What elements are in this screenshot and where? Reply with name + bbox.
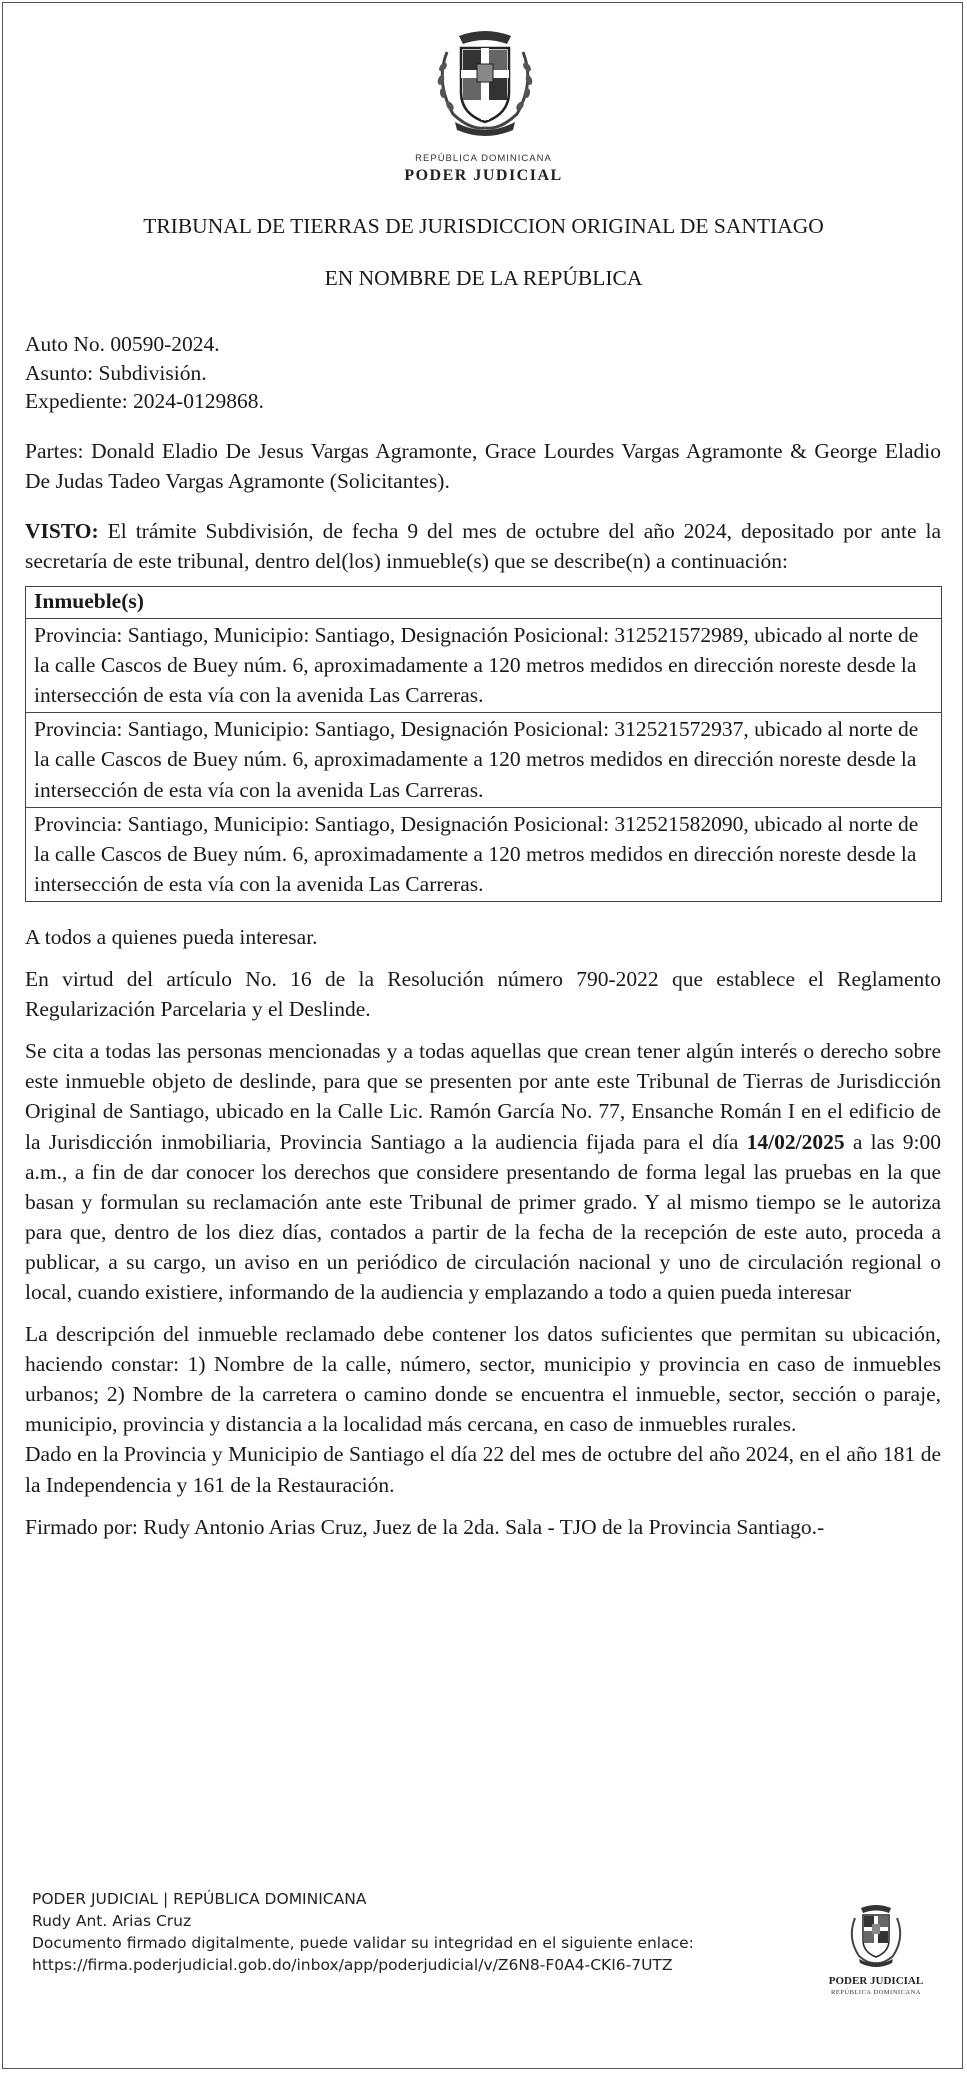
partes-paragraph: Partes: Donald Eladio De Jesus Vargas Agramonte, Grace Lourdes Vargas Agramonte & George Eladio De Judas Tadeo Vargas Agramonte (Solicitantes). [25, 438, 941, 493]
dado-paragraph: Dado en la Provincia y Municipio de Santiago el día 22 del mes de octubre del año 2024, en el año 181 de la Independencia y 161 de la Restauración. [25, 1442, 941, 1497]
visto-label: VISTO: [25, 518, 99, 543]
virtud-paragraph: En virtud del artículo No. 16 de la Resolución número 790-2022 que establece el Reglamento Regularización Parcelaria y el Deslinde. [25, 967, 941, 1022]
firmado-paragraph: Firmado por: Rudy Antonio Arias Cruz, Juez de la 2da. Sala - TJO de la Provincia Santiago.- [25, 1514, 825, 1539]
inmuebles-header: Inmueble(s) [26, 587, 942, 619]
a-todos-paragraph: A todos a quienes pueda interesar. [25, 924, 318, 949]
footer-signer: Rudy Ant. Arias Cruz [32, 1912, 192, 1930]
cita-text-2: a las 9:00 a.m., a fin de dar conocer los derechos que considere presentando de forma legal las pruebas en la que basan y formulan su reclamación ante este Tribunal de primer grado. Y al mismo tiempo se le autoriza para que, dentro de los diez días, contados a partir de la fecha de la recepción de este auto, proceda a publicar, a su cargo, un aviso en un periódico de circulación nacional y uno de circulación regional o local, cuando existiere, informando de la audiencia y emplazando a todo a quien pueda interesar [25, 1129, 941, 1304]
signature-footer [32, 1888, 792, 1976]
footer-validation-link[interactable]: https://firma.poderjudicial.gob.do/inbox/app/poderjudicial/v/Z6N8-F0A4-CKI6-7UTZ [32, 1956, 673, 1974]
footer-seal-name: PODER JUDICIAL [828, 1975, 924, 1987]
cita-text-1: Se cita a todas las personas mencionadas y a todas aquellas que crean tener algún interés o derecho sobre este inmueble objeto de deslinde, para que se presenten por ante este Tribunal de Tierras de Jurisdicción Original de Santiago, ubicado en la Calle Lic. Ramón García No. 77, Ensanche Román I en el edificio de la Jurisdicción inmobiliaria, Provincia Santiago a la audiencia fijada para el día [25, 1039, 941, 1154]
court-title: TRIBUNAL DE TIERRAS DE JURISDICCION ORIGINAL DE SANTIAGO [143, 214, 824, 238]
document-body [25, 330, 941, 1542]
inmueble-row: Provincia: Santiago, Municipio: Santiago, Designación Posicional: 312521572989, ubicado al norte de la calle Cascos de Buey núm. 6, aproximadamente a 120 metros medidos en dirección noreste desde la intersección de esta vía con la avenida Las Carreras. [26, 619, 942, 713]
brand-name: PODER JUDICIAL [404, 167, 563, 184]
footer-seal-logo [843, 1900, 909, 1970]
visto-text: El trámite Subdivisión, de fecha 9 del mes de octubre del año 2024, depositado por ante la secretaría de este tribunal, dentro del(los) inmueble(s) que se describe(n) a continuación: [25, 518, 941, 574]
inmueble-row: Provincia: Santiago, Municipio: Santiago, Designación Posicional: 312521572937, ubicado al norte de la calle Cascos de Buey núm. 6, aproximadamente a 120 metros medidos en dirección noreste desde la intersección de esta vía con la avenida Las Carreras. [26, 713, 942, 807]
descripcion-paragraph: La descripción del inmueble reclamado debe contener los datos suficientes que permitan su ubicación, haciendo constar: 1) Nombre de la calle, número, sector, municipio y provincia en caso de inmuebles urbanos; 2) Nombre de la carretera o camino donde se encuentra el inmueble, sector, sección o paraje, municipio, provincia y distancia a la localidad más cercana, en caso de inmuebles rurales. [25, 1322, 941, 1437]
footer-institution: PODER JUDICIAL | REPÚBLICA DOMINICANA [32, 1890, 367, 1908]
footer-seal-country: REPÚBLICA DOMINICANA [831, 1989, 921, 1996]
inmuebles-table [25, 586, 942, 902]
hearing-date: 14/02/2025 [746, 1129, 845, 1154]
footer-validation-note: Documento firmado digitalmente, puede validar su integridad en el siguiente enlace: [32, 1934, 694, 1952]
expediente: Expediente: 2024-0129868. [25, 389, 264, 414]
case-meta [25, 330, 941, 416]
brand-country: REPÚBLICA DOMINICANA [415, 153, 552, 164]
in-name-heading: EN NOMBRE DE LA REPÚBLICA [324, 266, 643, 290]
visto-paragraph [25, 516, 941, 576]
inmueble-row: Provincia: Santiago, Municipio: Santiago, Designación Posicional: 312521582090, ubicado al norte de la calle Cascos de Buey núm. 6, aproximadamente a 120 metros medidos en dirección noreste desde la intersección de esta vía con la avenida Las Carreras. [26, 807, 942, 901]
asunto: Asunto: Subdivisión. [25, 360, 207, 385]
auto-number: Auto No. 00590-2024. [25, 332, 220, 356]
coat-of-arms-logo [425, 22, 545, 140]
cita-paragraph [25, 1036, 941, 1307]
